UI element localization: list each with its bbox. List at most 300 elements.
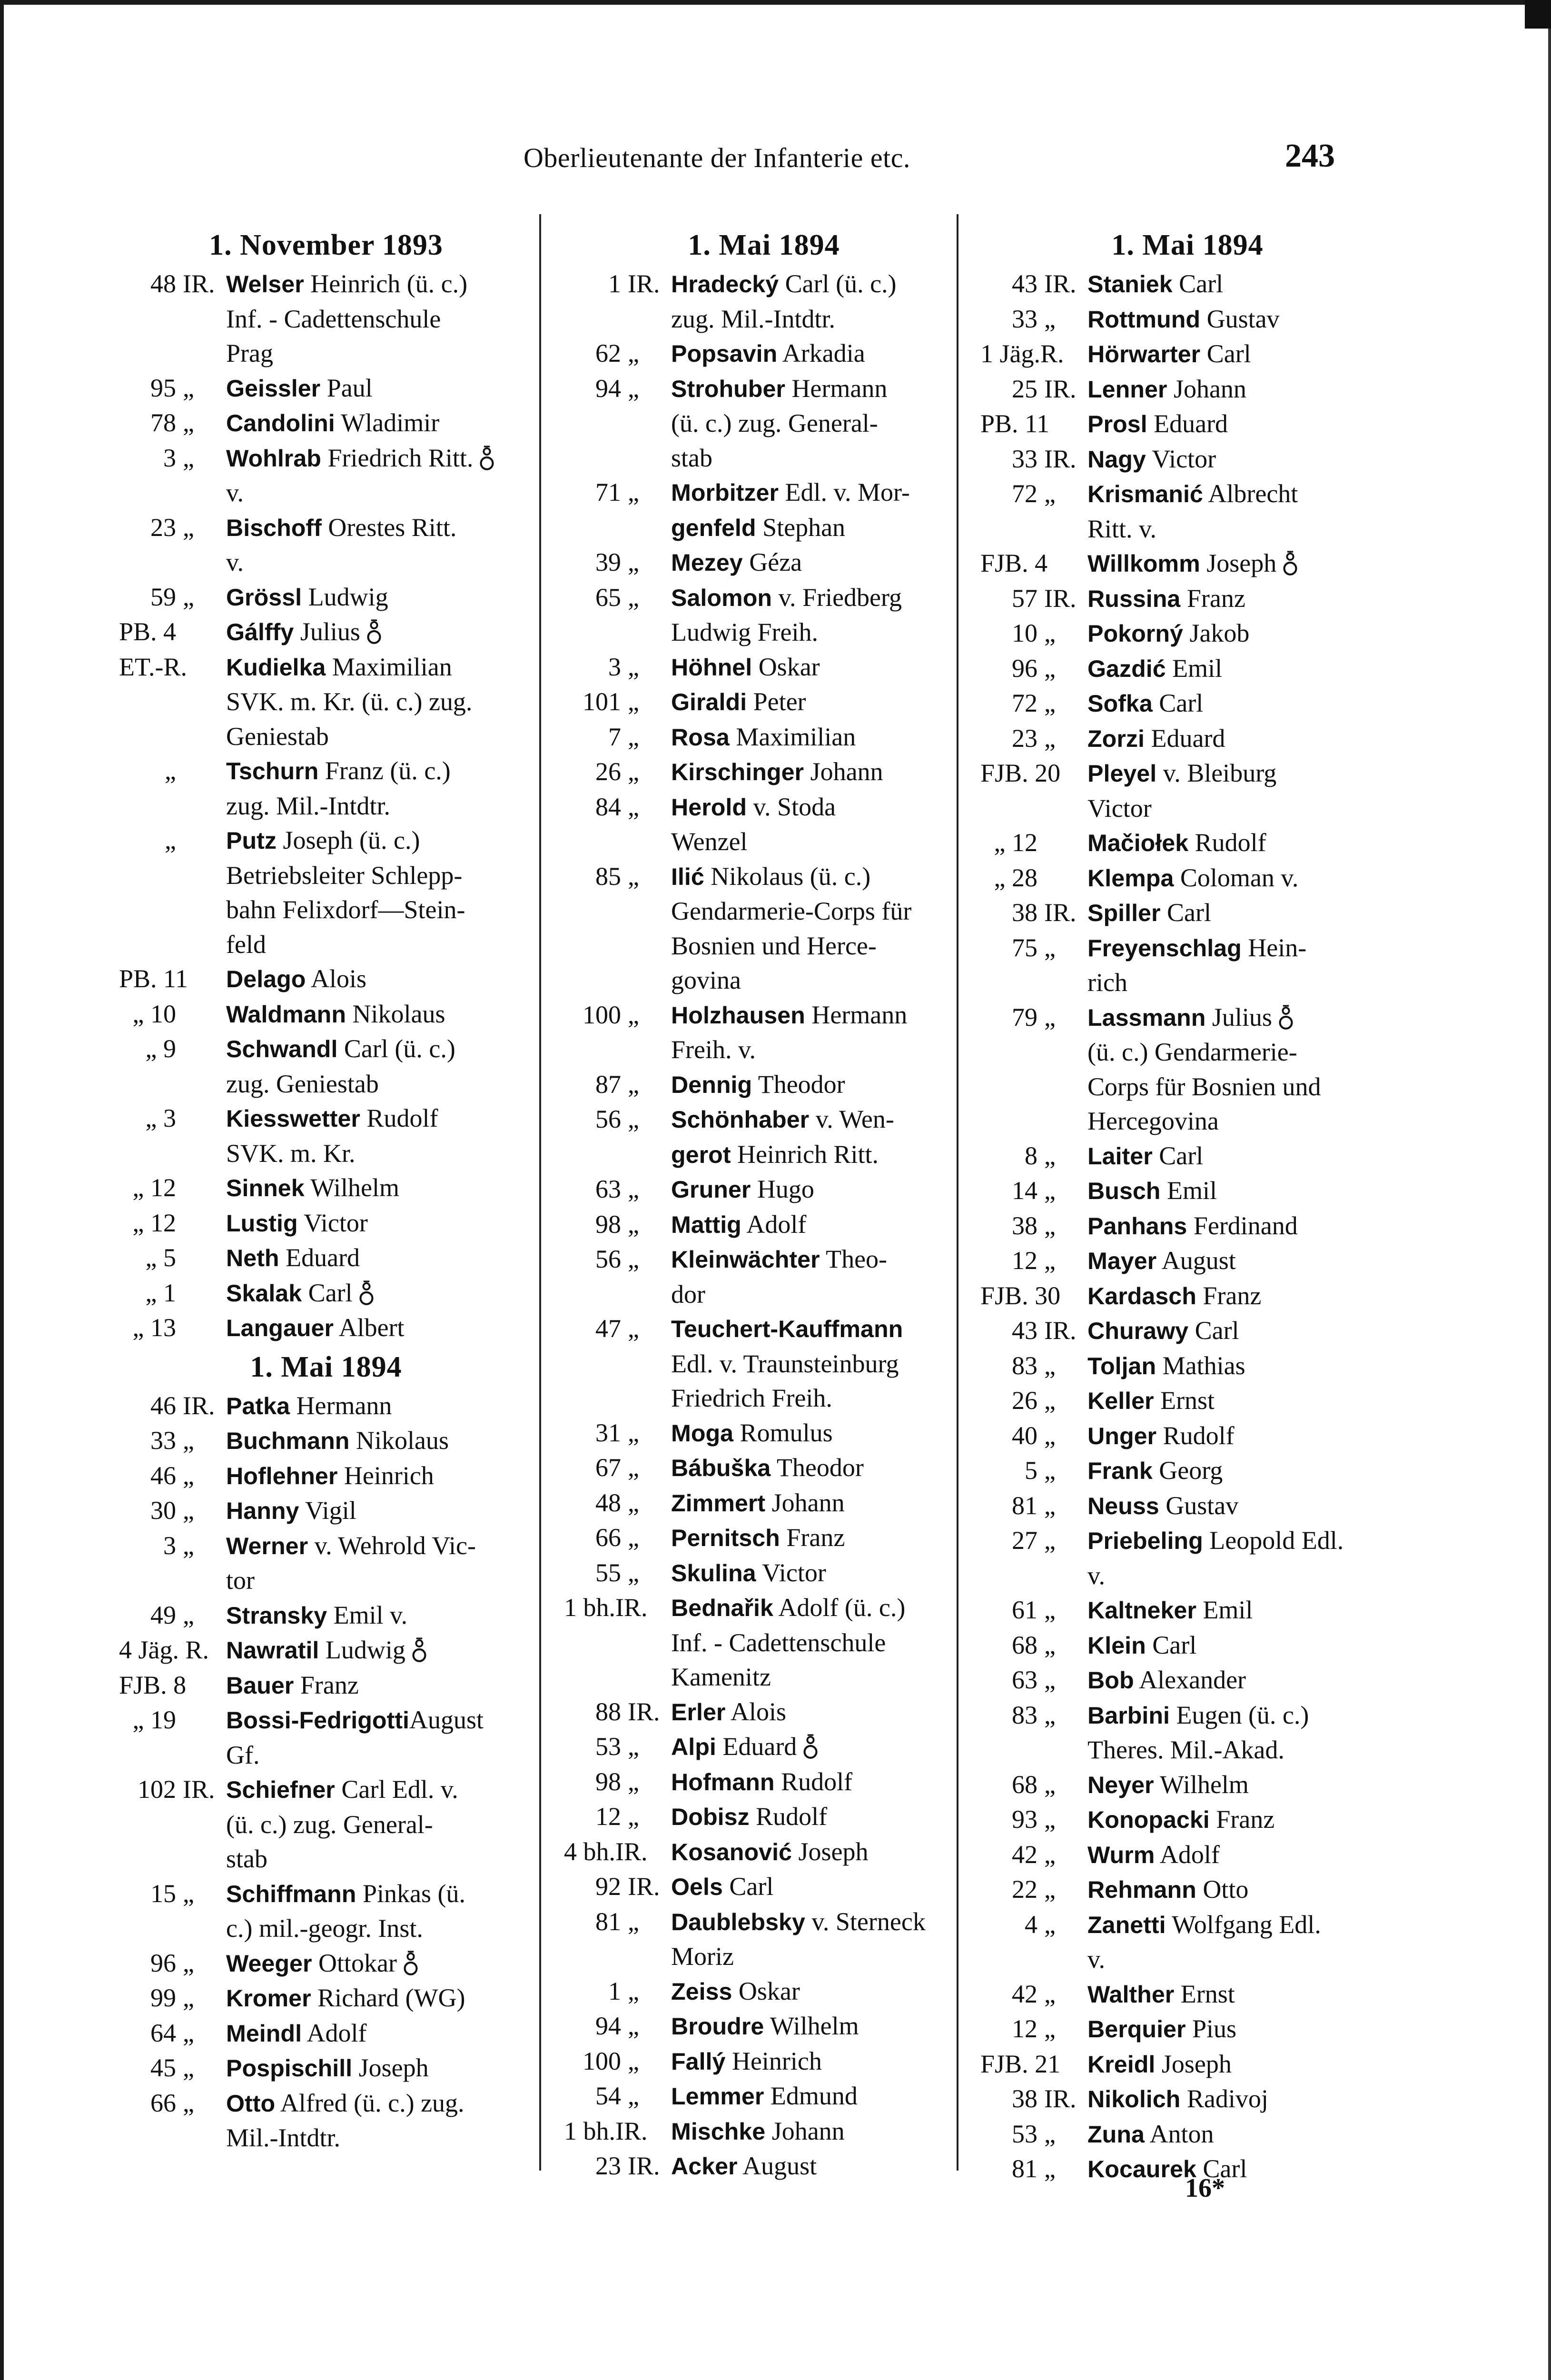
record-line [671, 580, 964, 615]
officer-details: Coloman v. [1174, 863, 1299, 892]
regiment-unit: IR. [1044, 898, 1077, 927]
regiment-number: „ 12 [132, 1173, 176, 1202]
roster-entry [980, 1802, 1394, 1837]
regiment-unit: IR. [628, 1697, 660, 1726]
officer-surname: Putz [226, 827, 277, 854]
record-line [671, 1799, 964, 1835]
officer-record [1087, 546, 1394, 581]
regiment-number: „ 12 [132, 1208, 176, 1237]
officer-details: Alois [725, 1697, 787, 1726]
roster-entry [980, 861, 1394, 896]
record-line [1087, 1279, 1394, 1314]
officer-record [1087, 1488, 1394, 1524]
regiment-number: 92 [595, 1872, 621, 1901]
page-number: 243 [1285, 138, 1335, 174]
officer-surname: Freyenschlag [1087, 934, 1242, 962]
officer-surname: Walther [1087, 1981, 1175, 2008]
officer-record [671, 2044, 964, 2079]
regiment-cell [980, 1418, 1087, 1454]
officer-record [671, 1520, 964, 1556]
regiment-unit: „ [1044, 724, 1056, 753]
record-line [671, 1939, 964, 1974]
officer-details: Johann [1167, 374, 1246, 403]
officer-details: c.) mil.-geogr. Inst. [226, 1914, 423, 1943]
officer-surname: Hanny [226, 1497, 299, 1524]
officer-record [671, 2009, 964, 2044]
officer-details: Victor [1146, 444, 1216, 473]
regiment-unit: „ [628, 1000, 639, 1029]
regiment-cell [980, 1698, 1087, 1767]
regiment-unit: „ [183, 443, 194, 472]
officer-details: v. [226, 478, 244, 507]
officer-surname: Gruner [671, 1176, 751, 1203]
roster-entry [564, 1172, 964, 1207]
officer-surname: Pokorný [1087, 620, 1183, 647]
regiment-unit: „ [183, 1461, 194, 1490]
record-line [671, 2044, 964, 2079]
roster-entry [980, 581, 1394, 616]
roster-entry [980, 1977, 1394, 2012]
regiment-cell [980, 1872, 1087, 1907]
regiment-number: 43 [1012, 1316, 1037, 1345]
war-medal-icon [364, 619, 384, 645]
regiment-unit: „ [628, 1418, 639, 1447]
officer-details: stab [671, 443, 712, 472]
officer-surname: Berquier [1087, 2016, 1186, 2043]
officer-record [226, 1206, 533, 1241]
officer-record [1087, 372, 1394, 407]
regiment-cell [980, 476, 1087, 546]
record-line [226, 962, 533, 997]
officer-record [1087, 302, 1394, 337]
officer-surname: Bauer [226, 1672, 294, 1699]
regiment-number: 1 Jäg.R. [980, 339, 1064, 368]
regiment-unit: „ [183, 373, 194, 402]
record-line [671, 1137, 964, 1172]
officer-surname: Mischke [671, 2118, 766, 2145]
roster-entry [564, 1067, 964, 1102]
officer-details: Peter [747, 687, 806, 716]
regiment-number: 54 [595, 2082, 621, 2110]
roster-entry [980, 1279, 1394, 1314]
regiment-number: 88 [595, 1697, 621, 1726]
regiment-unit: „ [628, 2012, 639, 2040]
war-medal-icon [356, 1280, 376, 1306]
regiment-number: „ 12 [994, 828, 1037, 857]
regiment-unit: „ [183, 1496, 194, 1525]
record-line [671, 475, 964, 510]
officer-details: Inf. - Cadettenschule [671, 1628, 886, 1657]
officer-surname: Nikolich [1087, 2086, 1181, 2112]
roster-entry [119, 267, 533, 371]
regiment-number: 8 [1025, 1141, 1037, 1170]
officer-details: v. [1087, 1945, 1105, 1973]
officer-details: Alexander [1134, 1666, 1246, 1694]
regiment-unit [183, 615, 226, 650]
roster-entry [564, 267, 964, 336]
record-line [671, 998, 964, 1033]
regiment-number: 81 [595, 1907, 621, 1936]
regiment-number: 10 [1012, 619, 1037, 647]
roster-entry [564, 1416, 964, 1451]
officer-details: Carl [1196, 2154, 1247, 2183]
officer-details: Arkadia [777, 339, 865, 367]
record-line [671, 1277, 964, 1312]
officer-details: Emil v. [327, 1600, 408, 1629]
officer-record [671, 650, 964, 685]
regiment-number: „ 5 [145, 1243, 176, 1272]
officer-record [671, 684, 964, 720]
record-line [671, 929, 964, 963]
officer-surname: Pospischill [226, 2055, 353, 2082]
regiment-number: 49 [150, 1600, 176, 1629]
officer-record [1087, 337, 1394, 372]
record-line [671, 510, 964, 545]
officer-details: v. Bleiburg [1156, 759, 1277, 787]
record-line [226, 1493, 533, 1528]
regiment-unit: „ [1044, 619, 1056, 647]
officer-details: Ernst [1154, 1386, 1215, 1415]
roster-entry [980, 476, 1394, 546]
officer-surname: Kocaurek [1087, 2156, 1196, 2182]
roster-entry [980, 302, 1394, 337]
record-line [226, 719, 533, 754]
roster-entry [980, 756, 1394, 825]
regiment-unit: „ [628, 1070, 639, 1099]
officer-details: Emil [1166, 654, 1223, 683]
regiment-cell [564, 720, 671, 755]
officer-details: Rudolf [360, 1104, 438, 1132]
regiment-cell [564, 2044, 671, 2079]
roster-entry [980, 1523, 1394, 1593]
officer-details: Orestes Ritt. [321, 513, 457, 542]
officer-surname: Oels [671, 1874, 723, 1900]
regiment-cell [980, 1663, 1087, 1698]
record-line [1087, 337, 1394, 372]
officer-details: Georg [1152, 1456, 1223, 1485]
officer-surname: Schiefner [226, 1776, 335, 1803]
officer-surname: Langauer [226, 1315, 334, 1341]
record-line [226, 650, 533, 685]
regiment-cell [564, 267, 671, 336]
officer-record [1087, 931, 1394, 1000]
regiment-number: FJB. 4 [980, 549, 1048, 577]
officer-record [671, 720, 964, 755]
regiment-unit: „ [628, 1976, 639, 2005]
regiment-cell [980, 616, 1087, 651]
regiment-number: 4 [1025, 1910, 1037, 1939]
regiment-number: 87 [595, 1070, 621, 1099]
officer-record [671, 580, 964, 650]
regiment-number: 23 [595, 2152, 621, 2180]
officer-details: (ü. c.) zug. General- [671, 409, 878, 437]
officer-surname: Salomon [671, 584, 772, 611]
officer-record [226, 1170, 533, 1206]
officer-surname: Mayer [1087, 1248, 1157, 1274]
officer-details: Friedrich Ritt. [321, 443, 474, 472]
officer-details: August [1156, 1246, 1236, 1275]
officer-record [1087, 1767, 1394, 1803]
officer-details: Carl [1188, 1316, 1239, 1345]
officer-record [671, 1765, 964, 1800]
roster-entry [980, 442, 1394, 477]
regiment-cell [980, 1488, 1087, 1524]
record-line [226, 1310, 533, 1346]
roster-entry [564, 1835, 964, 1870]
roster-entry [980, 1000, 1394, 1139]
officer-surname: Kleinwächter [671, 1246, 820, 1273]
officer-details: Wenzel [671, 827, 748, 856]
officer-details: August [737, 2152, 817, 2180]
regiment-unit: „ [1044, 654, 1056, 683]
record-line [671, 1869, 964, 1904]
regiment-number: 102 [138, 1775, 176, 1804]
regiment-cell [564, 1486, 671, 1521]
roster-entry [119, 1101, 533, 1170]
record-line [226, 1067, 533, 1101]
record-line [226, 615, 533, 650]
officer-surname: Keller [1087, 1388, 1154, 1414]
officer-record [671, 998, 964, 1067]
record-line [226, 754, 533, 789]
officer-record [671, 545, 964, 580]
war-medal-icon [1276, 1005, 1296, 1031]
record-line [671, 1626, 964, 1660]
regiment-cell [980, 1383, 1087, 1418]
regiment-unit: „ [1044, 2119, 1056, 2148]
officer-surname: Neuss [1087, 1492, 1159, 1519]
record-line [226, 2121, 533, 2155]
officer-record [226, 2086, 533, 2155]
regiment-cell [980, 1349, 1087, 1384]
regiment-unit: „ [1044, 1002, 1056, 1031]
regiment-number: 101 [583, 687, 621, 716]
roster-entry [564, 2079, 964, 2114]
regiment-number: 48 [595, 1488, 621, 1517]
regiment-unit: „ [628, 548, 639, 576]
regiment-number: 3 [163, 1531, 176, 1560]
officer-record [671, 1835, 964, 1870]
officer-surname: Rottmund [1087, 306, 1201, 333]
record-line [1087, 1802, 1394, 1837]
officer-record [1087, 616, 1394, 651]
record-line [226, 1136, 533, 1171]
officer-details: feld [226, 930, 266, 959]
record-line [671, 824, 964, 859]
officer-surname: Buchmann [226, 1428, 350, 1454]
regiment-unit: „ [1044, 1211, 1056, 1240]
regiment-number: 26 [1012, 1386, 1037, 1415]
regiment-unit: „ [1044, 1176, 1056, 1205]
officer-details: Carl (ü. c.) [337, 1034, 455, 1063]
regiment-number: 53 [595, 1732, 621, 1761]
regiment-unit: „ [628, 1907, 639, 1936]
record-line [226, 927, 533, 962]
regiment-number: 55 [595, 1558, 621, 1587]
officer-surname: Teuchert-Kauffmann [671, 1316, 903, 1342]
record-line [226, 1458, 533, 1494]
officer-details: Gustav [1200, 304, 1280, 333]
officer-details: Geniestab [226, 722, 329, 751]
record-line [226, 1738, 533, 1773]
officer-details: Eduard [716, 1732, 797, 1761]
officer-record [1087, 1872, 1394, 1907]
officer-surname: Priebeling [1087, 1527, 1203, 1554]
officer-surname: Sinnek [226, 1175, 305, 1201]
officer-record [1087, 1349, 1394, 1384]
officer-record [1087, 1418, 1394, 1454]
regiment-number: 22 [1012, 1875, 1037, 1904]
war-medal-icon [401, 1951, 421, 1976]
regiment-unit: IR. [628, 1872, 660, 1901]
regiment-cell [564, 371, 671, 476]
officer-details: Albert [334, 1313, 405, 1342]
officer-record [226, 267, 533, 371]
officer-details: Emil [1196, 1596, 1253, 1624]
officer-details: Oskar [752, 652, 820, 681]
officer-details: zug. Mil.-Intdtr. [226, 791, 390, 820]
officer-record [1087, 1139, 1394, 1174]
officer-surname: Kiesswetter [226, 1105, 360, 1132]
officer-details: zug. Geniestab [226, 1069, 379, 1098]
regiment-unit: „ [1044, 933, 1056, 962]
regiment-cell [980, 2117, 1087, 2152]
regiment-cell [119, 1493, 226, 1528]
regiment-number: 46 [150, 1391, 176, 1420]
officer-record [1087, 1593, 1394, 1628]
regiment-unit: „ [628, 1558, 639, 1587]
officer-surname: Dennig [671, 1071, 752, 1098]
record-line [1087, 407, 1394, 442]
regiment-number: 72 [1012, 479, 1037, 508]
roster-entry [564, 2149, 964, 2184]
officer-record [671, 2114, 964, 2149]
officer-surname: Willkomm [1087, 550, 1200, 577]
regiment-unit: „ [628, 339, 639, 367]
officer-record [226, 1031, 533, 1101]
roster-entry [564, 1799, 964, 1835]
regiment-cell [980, 1837, 1087, 1873]
officer-surname: Neth [226, 1245, 279, 1271]
regiment-unit: „ [628, 1453, 639, 1482]
roster-entry [119, 1528, 533, 1598]
officer-details: Wladimir [335, 408, 440, 437]
regiment-cell [564, 1102, 671, 1172]
regiment-unit: „ [183, 1426, 194, 1455]
officer-surname: Prosl [1087, 411, 1147, 437]
record-line [1087, 2152, 1394, 2187]
officer-details: Alois [306, 964, 366, 993]
record-line [226, 2051, 533, 2086]
regiment-number: 39 [595, 548, 621, 576]
regiment-cell [564, 1590, 671, 1695]
roster-entry [980, 895, 1394, 931]
officer-surname: Kardasch [1087, 1282, 1196, 1309]
regiment-cell [564, 1207, 671, 1242]
officer-surname: Staniek [1087, 271, 1173, 298]
record-line [1087, 1000, 1394, 1035]
regiment-cell [119, 510, 226, 580]
officer-surname: Russina [1087, 585, 1181, 612]
record-line [671, 1381, 964, 1416]
officer-details: Moriz [671, 1942, 734, 1971]
regiment-number: 85 [595, 862, 621, 891]
record-line [671, 1520, 964, 1556]
officer-details: Maximilian [326, 652, 452, 681]
officer-record [1087, 1173, 1394, 1209]
officer-details: Theo- [820, 1245, 888, 1273]
roster-entry [980, 1593, 1394, 1628]
officer-details: Heinrich [725, 2046, 822, 2075]
officer-record [671, 859, 964, 998]
record-line [226, 789, 533, 823]
record-line [226, 302, 533, 337]
officer-surname: Churawy [1087, 1318, 1189, 1344]
record-line [671, 406, 964, 441]
roster-entry [564, 1904, 964, 1974]
record-line [1087, 895, 1394, 931]
officer-record [671, 1869, 964, 1904]
regiment-number: 66 [150, 2088, 176, 2117]
regiment-unit: „ [183, 1531, 194, 1560]
record-line [671, 963, 964, 998]
regiment-cell [119, 823, 226, 962]
officer-details: Hermann [290, 1391, 392, 1420]
record-line [226, 580, 533, 615]
roster-entry [119, 1310, 533, 1346]
regiment-cell [564, 754, 671, 790]
officer-surname: Skalak [226, 1279, 302, 1307]
regiment-number: 98 [595, 1210, 621, 1239]
record-line [226, 1101, 533, 1136]
officer-record [671, 475, 964, 545]
record-line [1087, 2012, 1394, 2047]
regiment-unit: IR. [628, 269, 660, 298]
record-line [1087, 1558, 1394, 1593]
record-line [671, 1172, 964, 1207]
regiment-number: 45 [150, 2053, 176, 2082]
officer-details: Adolf [302, 2018, 367, 2047]
regiment-number: 12 [1012, 2014, 1037, 2043]
officer-surname: Schönhaber [671, 1106, 810, 1133]
regiment-cell [119, 1981, 226, 2016]
record-line [671, 1311, 964, 1347]
officer-surname: Lenner [1087, 376, 1167, 403]
regiment-number: 95 [150, 373, 176, 402]
regiment-unit: „ [1044, 1770, 1056, 1799]
regiment-number: 53 [1012, 2119, 1037, 2148]
officer-record [671, 336, 964, 371]
record-line [226, 997, 533, 1032]
officer-record [1087, 2117, 1394, 2152]
record-line [1087, 581, 1394, 616]
record-line [671, 2079, 964, 2114]
running-head: Oberlieutenante der Infanterie etc. [524, 142, 910, 173]
officer-details: dor [671, 1279, 705, 1309]
officer-record [1087, 2012, 1394, 2047]
officer-surname: Wohlrab [226, 445, 321, 472]
regiment-cell [119, 441, 226, 510]
regiment-number: 27 [1012, 1526, 1037, 1555]
roster-entry [564, 1520, 964, 1556]
record-line [226, 545, 533, 580]
officer-details: Ludwig [319, 1636, 405, 1664]
officer-details: Johann [765, 1488, 845, 1517]
officer-surname: Zuna [1087, 2121, 1145, 2148]
roster-entry [980, 2117, 1394, 2152]
officer-details: Victor [297, 1208, 368, 1237]
record-line [1087, 1173, 1394, 1209]
